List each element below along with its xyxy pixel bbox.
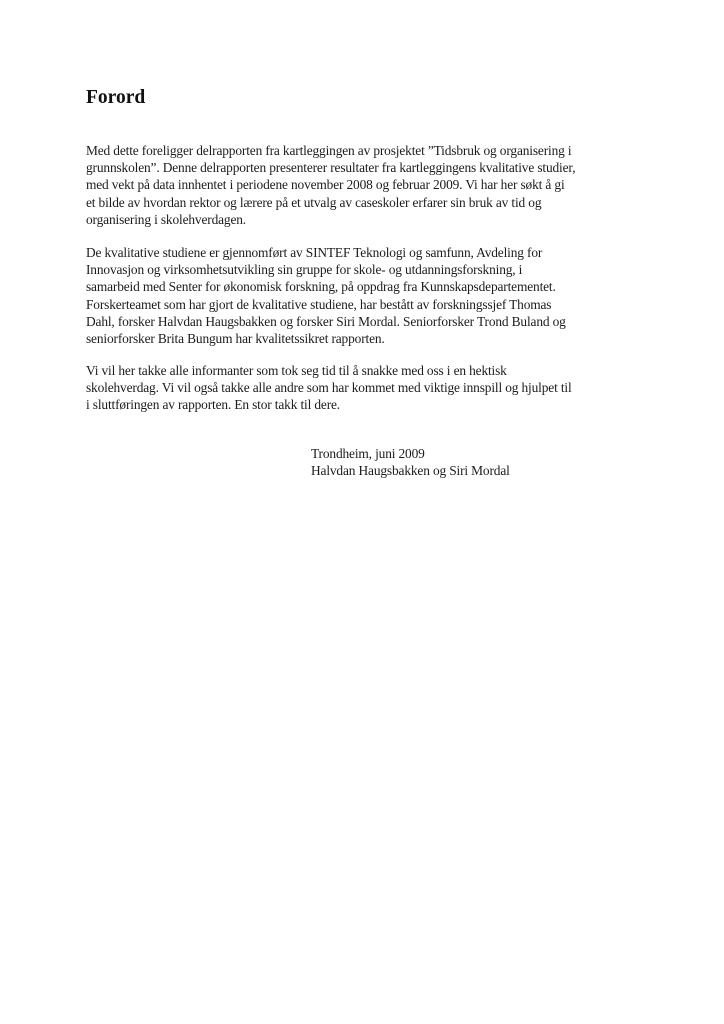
- paragraph-line: i sluttføringen av rapporten. En stor takk til dere.: [86, 397, 340, 413]
- paragraph-line: organisering i skolehverdagen.: [86, 211, 246, 227]
- page-title: Forord: [86, 87, 146, 108]
- paragraph-line: grunnskolen”. Denne delrapporten presenterer resultater fra kartleggingens kvalitative studier,: [86, 160, 576, 176]
- paragraph-line: skolehverdag. Vi vil også takke alle andre som har kommet med viktige innspill og hjulpet til: [86, 380, 572, 396]
- paragraph-line: med vekt på data innhentet i periodene november 2008 og februar 2009. Vi har her søkt å gi: [86, 177, 565, 193]
- paragraph-line: De kvalitative studiene er gjennomført av SINTEF Teknologi og samfunn, Avdeling for: [86, 245, 543, 260]
- signature-authors: Halvdan Haugsbakken og Siri Mordal: [311, 463, 510, 479]
- paragraph-line: seniorforsker Brita Bungum har kvalitetssikret rapporten.: [86, 331, 385, 347]
- paragraph-line: samarbeid med Senter for økonomisk forskning, på oppdrag fra Kunnskapsdepartementet.: [86, 279, 556, 295]
- paragraph-line: Innovasjon og virksomhetsutvikling sin gruppe for skole- og utdanningsforskning, i: [86, 262, 523, 278]
- signature-place-date: Trondheim, juni 2009: [311, 446, 425, 461]
- paragraph-thanks: [86, 362, 572, 414]
- paragraph-line: et bilde av hvordan rektor og lærere på et utvalg av caseskoler erfarer sin bruk av tid og: [86, 194, 542, 210]
- paragraph-line: Med dette foreligger delrapporten fra kartleggingen av prosjektet ”Tidsbruk og organisering i: [86, 143, 572, 158]
- signature-block: [311, 445, 510, 479]
- paragraph-intro: [86, 142, 575, 228]
- paragraph-line: Forskerteamet som har gjort de kvalitative studiene, har bestått av forskningssjef Thomas: [86, 296, 552, 312]
- paragraph-line: Dahl, forsker Halvdan Haugsbakken og forsker Siri Mordal. Seniorforsker Trond Buland og: [86, 313, 566, 329]
- paragraph-line: Vi vil her takke alle informanter som tok seg tid til å snakke med oss i en hektisk: [86, 363, 507, 378]
- paragraph-team: [86, 244, 566, 347]
